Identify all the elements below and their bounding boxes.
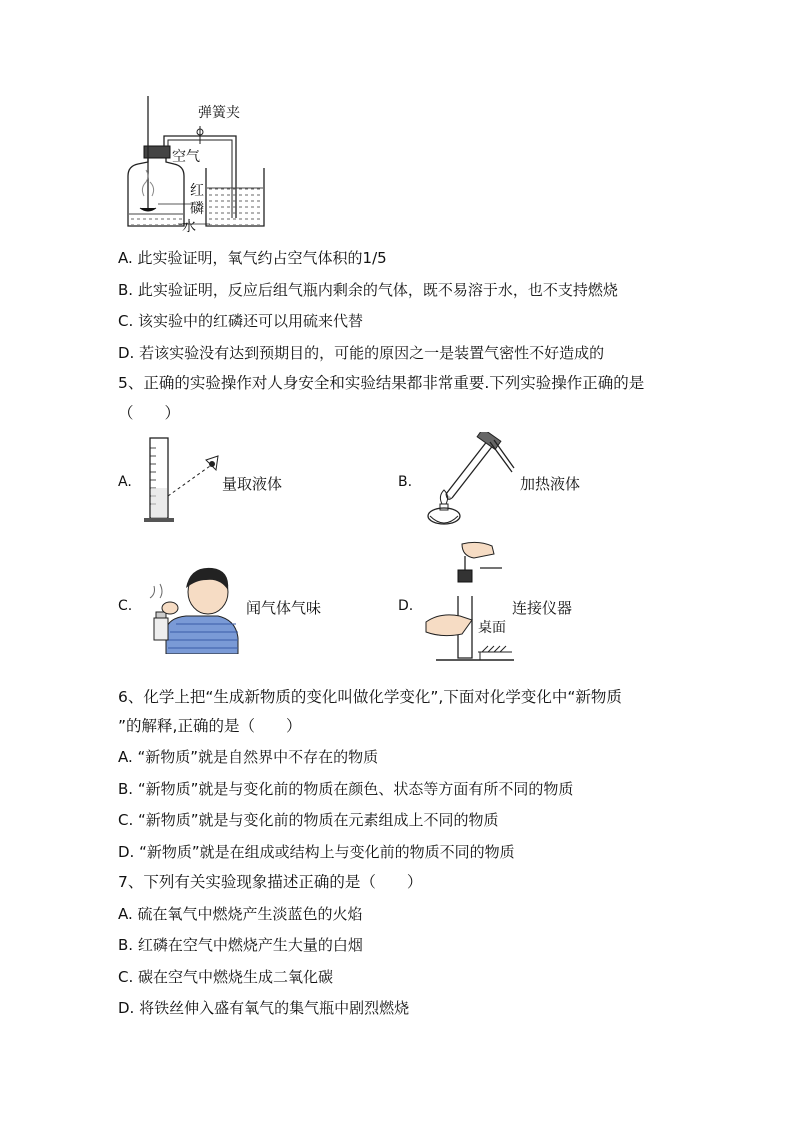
measuring-cylinder-figure (140, 436, 230, 524)
q7-option-a: A. 硫在氧气中燃烧产生淡蓝色的火焰 (118, 905, 363, 923)
smelling-gas-figure (146, 558, 240, 654)
q5-b-caption: 加热液体 (520, 475, 581, 493)
q6-option-a: A. “新物质”就是自然界中不存在的物质 (118, 748, 379, 766)
q7-option-c: C. 碳在空气中燃烧生成二氧化碳 (118, 968, 334, 986)
q7-option-d: D. 将铁丝伸入盛有氧气的集气瓶中剧烈燃烧 (118, 999, 410, 1017)
q5-d-desk-label: 桌面 (478, 620, 506, 636)
label-red: 红 (190, 183, 204, 199)
label-air: 空气 (172, 149, 200, 165)
q6-option-b: B. “新物质”就是与变化前的物质在颜色、状态等方面有所不同的物质 (118, 780, 574, 798)
q7-stem: 7、下列有关实验现象描述正确的是（ ） (118, 873, 423, 891)
label-water: 水 (182, 219, 196, 235)
heating-liquid-figure (416, 432, 516, 530)
q4-option-d: D. 若该实验没有达到预期目的，可能的原因之一是装置气密性不好造成的 (118, 344, 605, 362)
label-spring-clip: 弹簧夹 (198, 105, 240, 121)
connecting-apparatus-figure (422, 540, 514, 668)
q5-a-letter: A. (118, 474, 132, 490)
q6-option-c: C. “新物质”就是与变化前的物质在元素组成上不同的物质 (118, 811, 499, 829)
q5-d-caption: 连接仪器 (512, 599, 573, 617)
q5-c-caption: 闻气体气味 (246, 599, 322, 617)
q5-d-letter: D. (398, 598, 414, 614)
q5-a-caption: 量取液体 (222, 475, 283, 493)
q7-option-b: B. 红磷在空气中燃烧产生大量的白烟 (118, 936, 363, 954)
q6-stem-line2: ”的解释,正确的是（ ） (118, 717, 302, 735)
q4-option-a: A. 此实验证明，氧气约占空气体积的1/5 (118, 249, 387, 267)
q4-option-c: C. 该实验中的红磷还可以用硫来代替 (118, 312, 364, 330)
q6-option-d: D. “新物质”就是在组成或结构上与变化前的物质不同的物质 (118, 843, 515, 861)
q5-b-letter: B. (398, 474, 413, 490)
q5-stem: 5、正确的实验操作对人身安全和实验结果都非常重要.下列实验操作正确的是 (118, 374, 645, 392)
q4-option-b: B. 此实验证明，反应后组气瓶内剩余的气体，既不易溶于水，也不支持燃烧 (118, 281, 618, 299)
q6-stem-line1: 6、化学上把“生成新物质的变化叫做化学变化”,下面对化学变化中“新物质 (118, 688, 622, 706)
label-phosphorus: 磷 (190, 201, 204, 217)
q5-c-letter: C. (118, 598, 133, 614)
q5-paren: （ ） (118, 404, 181, 422)
